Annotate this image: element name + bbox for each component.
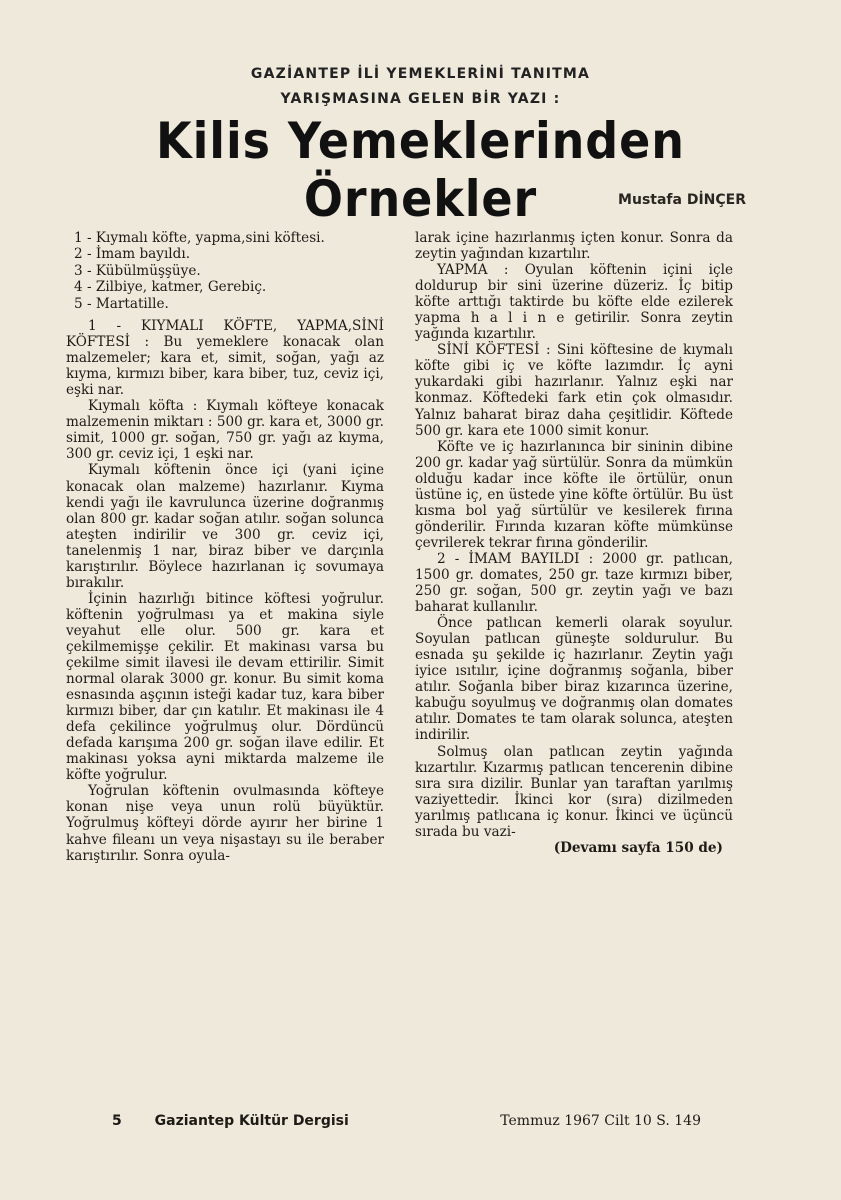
- paragraph: Yoğrulan köftenin ovulmasında köfteye konan nişe veya unun rolü büyüktür. Yoğrulmuş köfteyi dörde ayırır her birine 1 kahve fileanı un veya nişastayı su ile beraber karıştırılır. Sonra oyula-: [66, 783, 384, 864]
- author-name: Mustafa DİNÇER: [618, 192, 746, 208]
- paragraph: Kıymalı köftenin önce içi (yani içine konacak olan malzeme) hazırlanır. Kıyma kendi yağı ile kavrulunca üzerine doğranmış olan 800 gr. kadar soğan atılır. soğan solunca ateşten indirilir ve 300 gr. ceviz içi, tanelenmiş 1 nar, biraz biber ve darçınla karıştırılır. Böylece hazırlanan iç sovumaya bırakılır.: [66, 462, 384, 591]
- list-item: 5 - Martatille.: [74, 295, 169, 312]
- list-item: 3 - Kübülmüşşüye.: [74, 262, 201, 279]
- paragraph: larak içine hazırlanmış içten konur. Sonra da zeytin yağından kızartılır.: [415, 230, 733, 263]
- dish-list: [66, 230, 384, 312]
- journal-name: Gaziantep Kültür Dergisi: [154, 1113, 349, 1129]
- paragraph: Köfte ve iç hazırlanınca bir sininin dibine 200 gr. kadar yağ sürtülür. Sonra da mümkün olduğu kadar ince köfte ile örtülür, onun üstüne iç, en üstede yine köfte örtülür. Bu üst kısma bol yağ sürtülür ve kesilerek fırına gönderilir. Fırında kızaran köfte mümkünse çevrilerek tekrar fırına gönderilir.: [415, 438, 733, 551]
- list-item: 1 - Kıymalı köfte, yapma,sini köftesi.: [74, 230, 325, 246]
- article-title: Kilis Yemeklerinden Örnekler: [156, 112, 685, 228]
- paragraph: İçinin hazırlığı bitince köftesi yoğrulur. köftenin yoğrulması ya et makina siyle veyahut elle olur. 500 gr. kara et çekilmemişşe çekilir. Et makinası varsa bu çekilme simit ilavesi ile devam ettirilir. Simit normal olarak 3000 gr. konur. Bu simit koma esnasında aşçının isteği kadar tuz, kara biber kırmızı biber, dar çın katılır. Et makinası ile 4 defa çekilince yoğrulmuş olur. Dördüncü defada karışıma 200 gr. soğan ilave edilir. Et makinası yoksa ayni miktarda malzeme ile köfte yoğrulur.: [66, 590, 384, 784]
- left-column: [66, 230, 384, 864]
- list-item: 2 - İmam bayıldı.: [74, 246, 191, 263]
- paragraph: Önce patlıcan kemerli olarak soyulur. Soyulan patlıcan güneşte soldurulur. Bu esnada şu şekilde iç hazırlanır. Zeytin yağı iyice ısıtılır, içine doğranmış soğanla, biber atılır. Soğanla biber biraz kızarınca üzerine, kabuğu soyulmuş ve doğranmış olan domates atılır. Domates te tam olarak solunca, ateşten indirilir.: [415, 615, 733, 744]
- paragraph: 1 - KIYMALI KÖFTE, YAPMA,SİNİ KÖFTESİ : Bu yemeklere konacak olan malzemeler; kara et, simit, soğan, yağı az kıyma, kırmızı biber, kara biber, tuz, ceviz içi, eşki nar.: [66, 318, 384, 399]
- footer-left: [112, 1113, 349, 1129]
- continued-note: (Devamı sayfa 150 de): [553, 839, 723, 856]
- paragraph: SİNİ KÖFTESİ : Sini köftesine de kıymalı köfte gibi iç ve köfte lazımdır. İç ayni yukardaki gibi hazırlanır. Yalnız eşki nar konmaz. Köftedeki fark etin çok olmasıdır. Yalnız baharat biraz daha çeşitlidir. Köftede 500 gr. kara ete 1000 simit konur.: [415, 342, 733, 439]
- right-column: [415, 230, 733, 856]
- paragraph: Solmuş olan patlıcan zeytin yağında kızartılır. Kızarmış patlıcan tencerenin dibine sıra sıra dizilir. Bunlar yan taraftan yarılmış vaziyettedir. İkinci kor (sıra) dizilmeden yarılmış patlıcana iç konur. İkinci ve üçüncü sırada bu vazi-: [415, 743, 733, 840]
- list-item: 4 - Zilbiye, katmer, Gerebiç.: [74, 279, 267, 296]
- paragraph: 2 - İMAM BAYILDI : 2000 gr. patlıcan, 1500 gr. domates, 250 gr. taze kırmızı biber, 250 gr. soğan, 500 gr. zeytin yağı ve bazı baharat kullanılır.: [415, 550, 733, 616]
- kicker-line-1: GAZİANTEP İLİ YEMEKLERİNİ TANITMA: [250, 66, 591, 82]
- paragraph: Kıymalı köfta : Kıymalı köfteye konacak malzemenin miktarı : 500 gr. kara et, 3000 gr. simit, 1000 gr. soğan, 750 gr. yağı az kıyma, 300 gr. ceviz içi, 1 eşki nar.: [66, 398, 384, 463]
- paragraph: YAPMA : Oyulan köftenin içini içle doldurup bir sini üzerine düzeriz. İç bitip köfte arttığı taktirde bu köfte elde ezilerek yapma h a l i n e getirilir. Sonra zeytin yağında kızartılır.: [415, 262, 733, 343]
- kicker-line-2: YARIŞMASINA GELEN BİR YAZI :: [280, 91, 561, 107]
- page-number: 5: [112, 1113, 122, 1129]
- issue-info: Temmuz 1967 Cilt 10 S. 149: [500, 1113, 701, 1129]
